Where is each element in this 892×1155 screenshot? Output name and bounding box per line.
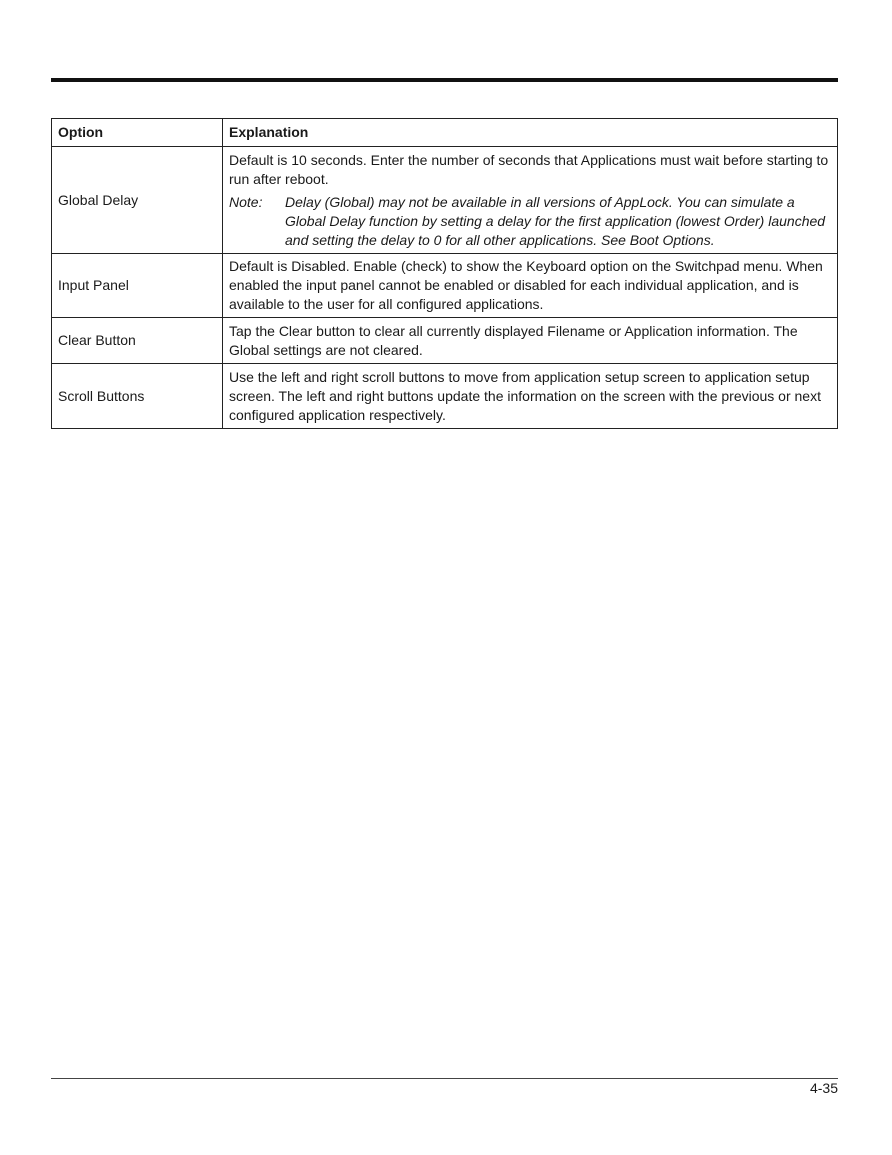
option-cell: Scroll Buttons xyxy=(52,364,223,429)
explanation-cell: Tap the Clear button to clear all currently displayed Filename or Application information. The Global settings are not cleared. xyxy=(223,318,838,364)
option-cell: Input Panel xyxy=(52,254,223,318)
options-table xyxy=(51,118,838,429)
table-row xyxy=(52,364,838,429)
option-cell: Clear Button xyxy=(52,318,223,364)
table-header-row xyxy=(52,119,838,147)
note-text: Delay (Global) may not be available in all versions of AppLock. You can simulate a Global Delay function by setting a delay for the first application (lowest Order) launched and setting the delay to 0 for all other applications. See Boot Options. xyxy=(285,193,826,248)
column-header-option: Option xyxy=(52,119,223,147)
explanation-cell: Use the left and right scroll buttons to move from application setup screen to application setup screen. The left and right buttons update the information on the screen with the previous or next configured application respectively. xyxy=(223,364,838,429)
table-row xyxy=(52,147,838,254)
column-header-explanation: Explanation xyxy=(223,119,838,147)
note-label: Note: xyxy=(229,193,263,210)
explanation-text: Default is 10 seconds. Enter the number of seconds that Applications must wait before starting to run after reboot. xyxy=(229,151,829,187)
header-rule xyxy=(51,78,838,82)
page-number: 4-35 xyxy=(809,1080,838,1096)
explanation-cell xyxy=(223,147,838,254)
option-cell: Global Delay xyxy=(52,147,223,254)
footer-rule xyxy=(51,1078,838,1079)
explanation-cell: Default is Disabled. Enable (check) to show the Keyboard option on the Switchpad menu. When enabled the input panel cannot be enabled or disabled for each individual application, and is available to the user for all configured applications. xyxy=(223,254,838,318)
table-row xyxy=(52,254,838,318)
table-row xyxy=(52,318,838,364)
note xyxy=(229,193,831,250)
